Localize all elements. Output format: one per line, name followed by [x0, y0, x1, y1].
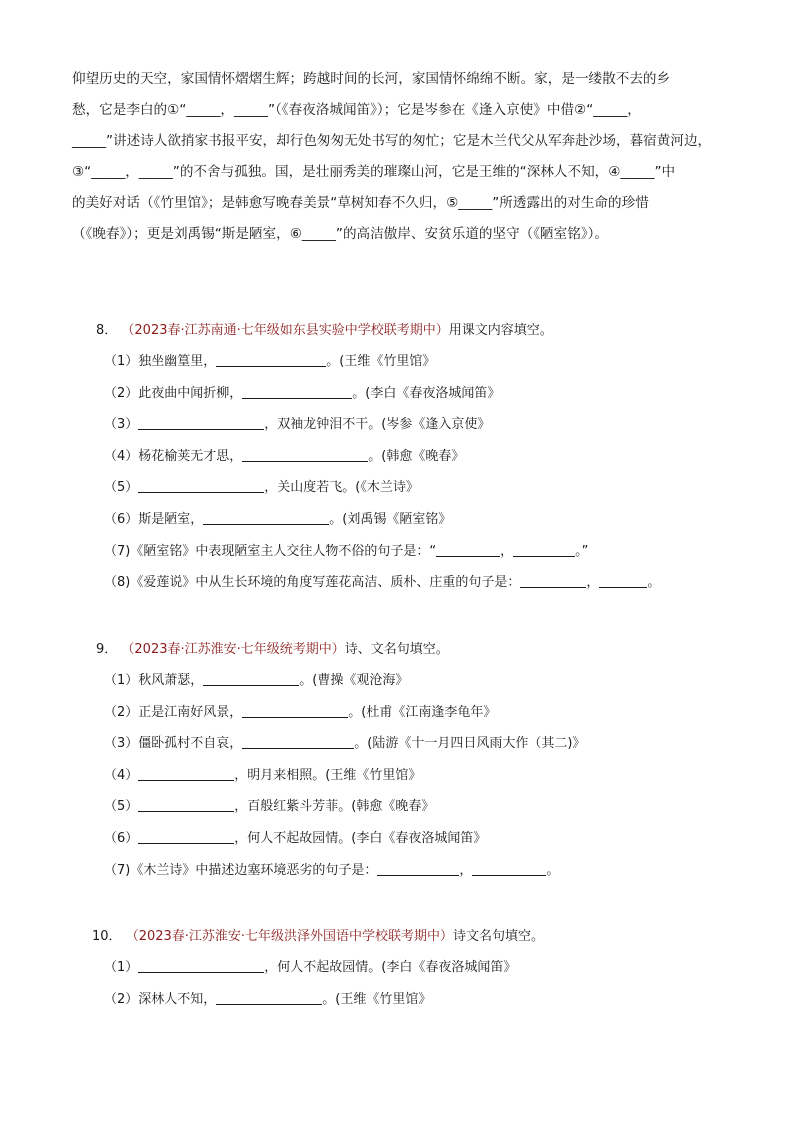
item-text: （7)《陋室铭》中表现陋室主人交往人物不俗的句子是：“	[104, 543, 437, 559]
fill-blank-item	[104, 672, 408, 690]
question-heading	[96, 641, 449, 659]
item-text: （2）深林人不知，	[104, 991, 217, 1007]
answer-blank[interactable]	[242, 385, 352, 399]
fill-blank-item	[104, 574, 660, 592]
item-text: ，关山度若飞。(《木兰诗》	[264, 480, 419, 496]
fill-blank-item	[104, 416, 490, 434]
answer-blank[interactable]	[138, 798, 234, 812]
answer-blank[interactable]	[138, 416, 264, 430]
fill-blank-item	[104, 353, 435, 371]
question-prompt: 用课文内容填空。	[448, 323, 553, 338]
answer-blank[interactable]	[138, 479, 264, 493]
item-text: （5）	[104, 480, 139, 496]
intro-line: 仰望历史的天空，家国情怀熠熠生辉；跨越时间的长河，家国情怀绵绵不断。家，是一缕散不去的乡	[72, 71, 671, 87]
intro-line: ③“_____，_____”的不舍与孤独。国，是壮丽秀美的璀璨山河，它是王维的“深林人不知，④_____”中	[72, 164, 676, 180]
answer-blank[interactable]	[242, 448, 368, 462]
question-heading	[92, 928, 544, 946]
item-text: 。(王维《竹里馆》	[326, 354, 436, 369]
fill-blank-item	[104, 479, 419, 497]
item-text: 。(韩愈《晚春》	[368, 448, 465, 464]
item-text: ，百般红紫斗芳菲。(韩愈《晚春》	[234, 799, 435, 815]
item-text: 。(陆游《十一月四日风雨大作（其二)》	[354, 736, 586, 752]
fill-blank-item	[104, 959, 516, 977]
item-text: ，双袖龙钟泪不干。(岑参《逢入京使》	[264, 417, 491, 433]
item-text: （1）秋风萧瑟，	[104, 673, 204, 688]
item-text: （5）	[104, 799, 139, 815]
item-text: 。(曹操《观沧海》	[299, 673, 409, 688]
item-text: （6）	[104, 831, 139, 846]
question-source: （2023春·江苏淮安·七年级统考期中）	[121, 642, 345, 657]
answer-blank[interactable]	[203, 511, 329, 525]
answer-blank[interactable]	[216, 991, 322, 1005]
answer-blank[interactable]	[472, 862, 546, 876]
item-text: （3）	[104, 417, 139, 433]
question-number: 9．	[96, 642, 122, 657]
item-text: 。(刘禹锡《陋室铭》	[329, 512, 452, 527]
fill-blank-item	[104, 543, 588, 561]
fill-blank-item	[104, 385, 500, 403]
item-text: （6）斯是陋室，	[104, 512, 204, 527]
item-text: （4）	[104, 767, 139, 783]
item-text: ，	[500, 543, 514, 559]
fill-blank-item	[104, 991, 431, 1009]
answer-blank[interactable]	[599, 574, 647, 588]
question-number: 8．	[96, 323, 122, 338]
item-text: （8)《爱莲说》中从生长环境的角度写莲花高洁、质朴、庄重的句子是：	[104, 575, 521, 591]
item-text: 。(王维《竹里馆》	[322, 991, 432, 1007]
answer-blank[interactable]	[138, 830, 234, 844]
question-prompt: 诗、文名句填空。	[344, 642, 449, 657]
item-text: 。”	[575, 543, 589, 559]
answer-blank[interactable]	[138, 959, 264, 973]
item-text: （1）	[104, 960, 139, 975]
question-prompt: 诗文名句填空。	[453, 929, 545, 944]
item-text: 。	[647, 575, 661, 591]
item-text: 。	[546, 862, 560, 878]
fill-blank-item	[104, 448, 464, 466]
answer-blank[interactable]	[513, 543, 575, 557]
fill-blank-item	[104, 704, 496, 722]
answer-blank[interactable]	[242, 735, 354, 749]
answer-blank[interactable]	[138, 767, 234, 781]
intro-line: 的美好对话（《竹里馆》；是韩愈写晚春美景“草树知春不久归，⑤_____”所透露出的对生命的珍惜	[72, 195, 649, 211]
item-text: （1）独坐幽篁里，	[104, 354, 217, 369]
answer-blank[interactable]	[436, 543, 500, 557]
item-text: ，	[586, 575, 600, 591]
answer-blank[interactable]	[520, 574, 586, 588]
item-text: ，	[459, 862, 473, 878]
fill-blank-item	[104, 511, 451, 529]
fill-blank-item	[104, 798, 434, 816]
answer-blank[interactable]	[377, 862, 459, 876]
fill-blank-item	[104, 735, 585, 753]
question-source: （2023春·江苏南通·七年级如东县实验中学校联考期中）	[121, 323, 449, 338]
answer-blank[interactable]	[242, 704, 348, 718]
intro-line: _____”讲述诗人欲捎家书报平安，却行色匆匆无处书写的匆忙；它是木兰代父从军奔赴沙场，暮宿黄河边，	[72, 133, 712, 149]
question-heading	[96, 322, 553, 340]
item-text: （2）正是江南好风景，	[104, 704, 243, 720]
fill-blank-item	[104, 767, 421, 785]
fill-blank-item	[104, 830, 486, 848]
item-text: 。(李白《春夜洛城闻笛》	[352, 385, 501, 401]
question-source: （2023春·江苏淮安·七年级洪泽外国语中学校联考期中）	[125, 929, 454, 944]
item-text: （2）此夜曲中闻折柳，	[104, 385, 243, 401]
item-text: ，何人不起故园情。(李白《春夜洛城闻笛》	[264, 960, 517, 975]
item-text: ，何人不起故园情。(李白《春夜洛城闻笛》	[234, 831, 487, 846]
item-text: （3）僵卧孤村不自哀，	[104, 736, 243, 752]
question-number: 10．	[92, 929, 126, 944]
item-text: （7)《木兰诗》中描述边塞环境恶劣的句子是：	[104, 862, 378, 878]
answer-blank[interactable]	[216, 353, 326, 367]
intro-line: 愁，它是李白的①“_____，_____”（《春夜洛城闻笛》）；它是岑参在《逢入京使》中借②“_____，	[72, 102, 641, 118]
answer-blank[interactable]	[203, 672, 299, 686]
intro-line: （《晚春》）；更是刘禹锡“斯是陋室，⑥_____”的高洁傲岸、安贫乐道的坚守（《陋室铭》）。	[72, 226, 609, 242]
item-text: （4）杨花榆荚无才思，	[104, 448, 243, 464]
item-text: 。(杜甫《江南逢李龟年》	[348, 704, 497, 720]
fill-blank-item	[104, 862, 559, 880]
item-text: ，明月来相照。(王维《竹里馆》	[234, 767, 422, 783]
